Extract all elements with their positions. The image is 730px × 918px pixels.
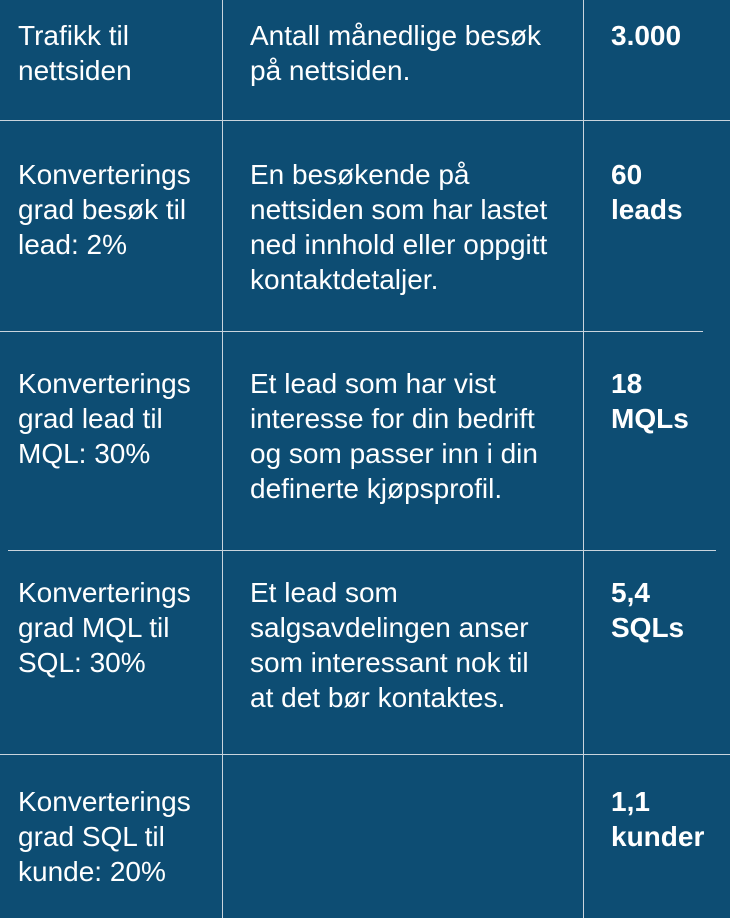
- table-row-value: 1,1 kunder: [611, 786, 705, 852]
- row-divider: [0, 331, 703, 332]
- table-row-description: Et lead som salgsavdelingen anser som interessant nok til at det bør kontaktes.: [250, 577, 529, 713]
- table-row-value: 18 MQLs: [611, 368, 689, 434]
- table-row-label: Trafikk til nettsiden: [18, 20, 132, 86]
- row-divider: [0, 120, 730, 121]
- table-row-value: 5,4 SQLs: [611, 577, 685, 643]
- table-row-description: Antall månedlige besøk på nettsiden.: [250, 20, 542, 86]
- table-row-value: 60 leads: [611, 159, 683, 225]
- table-row-label: Konverterings grad MQL til SQL: 30%: [18, 577, 191, 678]
- row-divider: [0, 754, 730, 755]
- table-row-label: Konverterings grad lead til MQL: 30%: [18, 368, 191, 469]
- table-row-label: Konverterings grad SQL til kunde: 20%: [18, 786, 191, 887]
- column-divider: [222, 0, 223, 918]
- column-divider: [583, 0, 584, 918]
- row-divider: [8, 550, 716, 551]
- table-row-description: En besøkende på nettsiden som har lastet ned innhold eller oppgitt kontaktdetaljer.: [250, 159, 548, 295]
- table-row-label: Konverterings grad besøk til lead: 2%: [18, 159, 191, 260]
- table-row-value: 3.000: [611, 20, 682, 51]
- table-row-description: Et lead som har vist interesse for din bedrift og som passer inn i din definerte kjøpsprofil.: [250, 368, 538, 504]
